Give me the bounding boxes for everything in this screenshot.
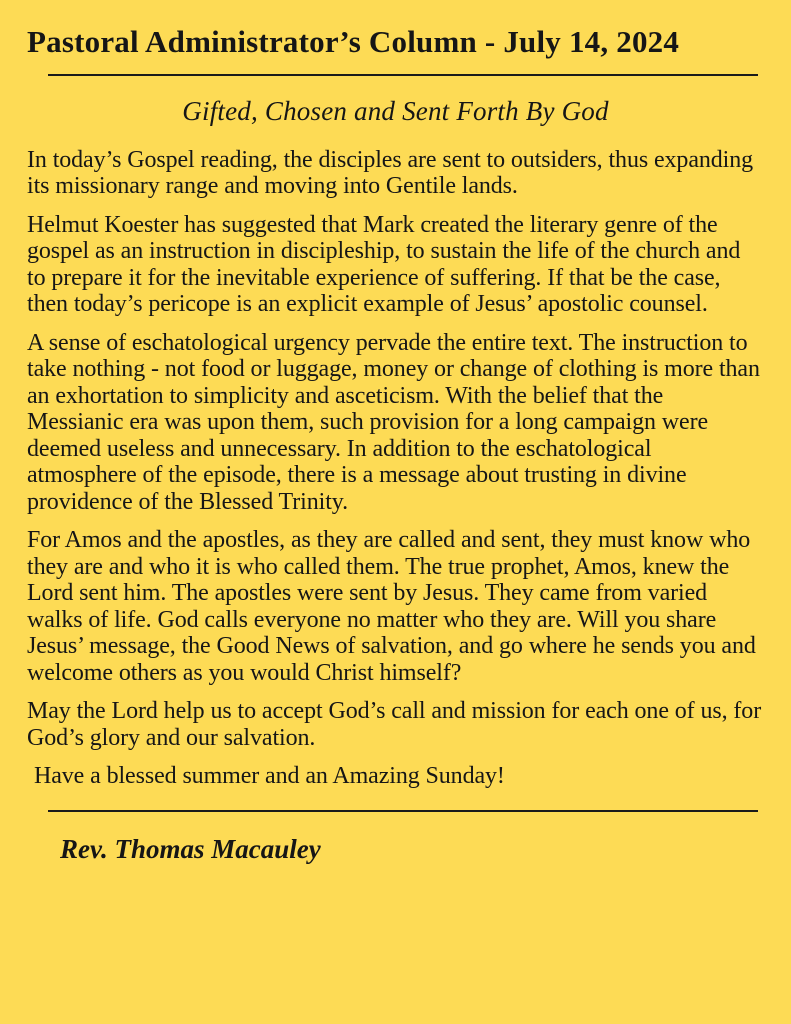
page-title: Pastoral Administrator’s Column - July 14, 2024 [27, 24, 680, 59]
body-paragraph-1: In today’s Gospel reading, the disciples are sent to outsiders, thus expanding its missionary range and moving into Gentile lands. [27, 146, 754, 200]
body-paragraph-4: For Amos and the apostles, as they are called and sent, they must know who they are and who it is who called them. The true prophet, Amos, knew the Lord sent him. The apostles were sent by Jesus. They came from varied walks of life. God calls everyone no matter who they are. Will you share Jesus’ message, the Good News of salvation, and go where he sends you and welcome others as you would Christ himself? [27, 527, 756, 686]
top-divider [48, 74, 758, 76]
signature: Rev. Thomas Macauley [60, 833, 321, 864]
body-paragraph-3: A sense of eschatological urgency pervade the entire text. The instruction to take nothing - not food or luggage, money or change of clothing is more than an exhortation to simplicity and asceticism. With the belief that the Messianic era was upon them, such provision for a long campaign were deemed useless and unnecessary. In addition to the eschatological atmosphere of the episode, there is a message about trusting in divine providence of the Blessed Trinity. [27, 329, 760, 515]
column-subtitle: Gifted, Chosen and Sent Forth By God [182, 95, 609, 126]
bottom-divider [48, 810, 758, 812]
body-paragraph-5: May the Lord help us to accept God’s call and mission for each one of us, for God’s glory and our salvation. [27, 698, 762, 751]
body-paragraph-6: Have a blessed summer and an Amazing Sunday! [34, 763, 505, 790]
body-paragraph-2: Helmut Koester has suggested that Mark created the literary genre of the gospel as an instruction in discipleship, to sustain the life of the church and to prepare it for the inevitable experience of suffering. If that be the case, then today’s pericope is an explicit example of Jesus’ apostolic counsel. [27, 211, 741, 318]
